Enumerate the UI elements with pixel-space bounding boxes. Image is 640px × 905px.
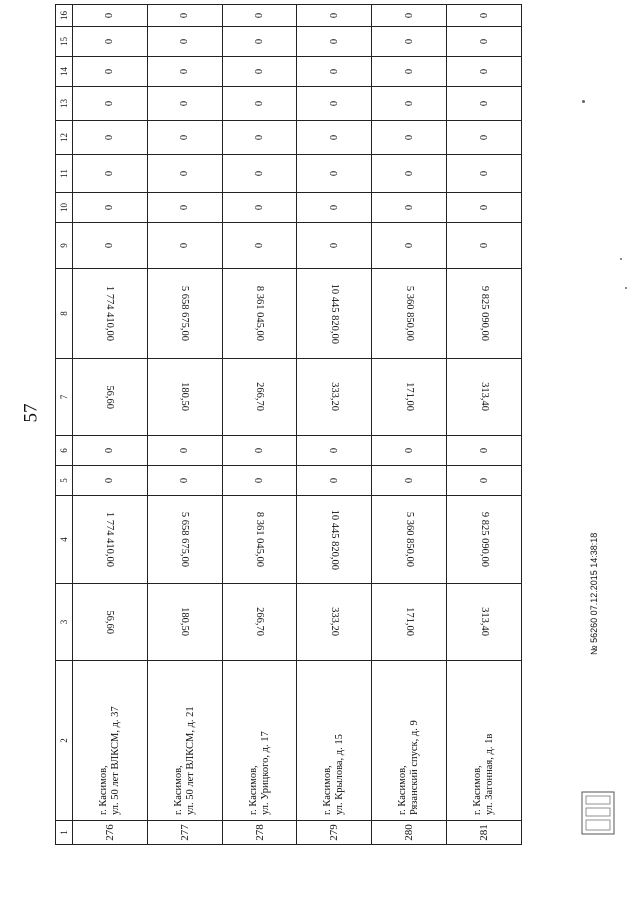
value-cell-col7: [297, 359, 372, 436]
value-text: 180,50: [179, 607, 191, 637]
value-text: 8 361 045,00: [254, 511, 266, 568]
value-cell-col8: [147, 269, 222, 359]
address-cell: [297, 661, 372, 821]
column-number-row: [56, 5, 73, 845]
value-cell-col13: 0: [222, 87, 297, 121]
value-text: 171,00: [403, 607, 415, 637]
row-number-cell: 277: [147, 821, 222, 845]
value-cell-col3: [73, 584, 148, 661]
value-cell-col6: 0: [73, 436, 148, 466]
value-cell-col7: [147, 359, 222, 436]
row-number-cell: 276: [73, 821, 148, 845]
column-number: 15: [56, 27, 73, 57]
value-text: 5 360 850,00: [403, 511, 415, 568]
value-cell-col5: 0: [372, 466, 447, 496]
value-cell-col7: [372, 359, 447, 436]
value-cell-col5: 0: [447, 466, 522, 496]
column-number: 10: [56, 193, 73, 223]
address-line2: ул. 50 лет ВЛКСМ, д. 21: [184, 706, 196, 815]
value-text: 56,60: [104, 610, 116, 634]
value-cell-col14: 0: [73, 57, 148, 87]
table-row: [447, 5, 522, 845]
address-line1: г. Касимов,: [172, 765, 184, 815]
table-row: [222, 5, 297, 845]
value-cell-col7: [73, 359, 148, 436]
column-number: 12: [56, 121, 73, 155]
value-cell-col16: 0: [73, 5, 148, 27]
speck-mark: [620, 258, 622, 260]
document-stamp-text: № 56260 07.12.2015 14:38:18: [589, 532, 599, 655]
value-cell-col3: [147, 584, 222, 661]
value-cell-col16: 0: [447, 5, 522, 27]
value-cell-col3: [372, 584, 447, 661]
column-number: 4: [56, 496, 73, 584]
address-line1: г. Касимов,: [247, 765, 259, 815]
value-cell-col14: 0: [372, 57, 447, 87]
value-cell-col9: 0: [222, 223, 297, 269]
data-table: [55, 4, 522, 845]
address-cell: [372, 661, 447, 821]
value-cell-col6: 0: [147, 436, 222, 466]
value-text: 5 360 850,00: [403, 285, 415, 342]
value-cell-col12: 0: [73, 121, 148, 155]
value-cell-col16: 0: [372, 5, 447, 27]
row-number-cell: 280: [372, 821, 447, 845]
value-cell-col10: 0: [222, 193, 297, 223]
value-cell-col9: 0: [447, 223, 522, 269]
value-cell-col3: [222, 584, 297, 661]
value-text: 333,20: [328, 382, 340, 412]
value-cell-col4: [147, 496, 222, 584]
value-cell-col13: 0: [147, 87, 222, 121]
value-text: 10 445 820,00: [328, 283, 340, 344]
value-cell-col6: 0: [222, 436, 297, 466]
value-cell-col7: [447, 359, 522, 436]
speck-mark: [625, 287, 627, 289]
value-cell-col10: 0: [297, 193, 372, 223]
value-cell-col8: [222, 269, 297, 359]
value-cell-col10: 0: [447, 193, 522, 223]
value-cell-col4: [73, 496, 148, 584]
value-cell-col16: 0: [147, 5, 222, 27]
value-cell-col11: 0: [372, 155, 447, 193]
value-cell-col15: 0: [297, 27, 372, 57]
value-text: 266,70: [254, 382, 266, 412]
value-text: 8 361 045,00: [254, 285, 266, 342]
value-cell-col5: 0: [73, 466, 148, 496]
column-number: 14: [56, 57, 73, 87]
value-text: 9 825 090,00: [478, 285, 490, 342]
address-cell: [73, 661, 148, 821]
address-line2: ул. Загонная, д. 1в: [484, 733, 496, 815]
value-cell-col12: 0: [297, 121, 372, 155]
address-cell: [447, 661, 522, 821]
table-row: [73, 5, 148, 845]
table-row: [372, 5, 447, 845]
value-cell-col4: [222, 496, 297, 584]
column-number: 5: [56, 466, 73, 496]
address-line1: г. Касимов,: [472, 765, 484, 815]
value-text: 56,60: [104, 385, 116, 409]
value-text: 1 774 410,00: [104, 285, 116, 342]
value-cell-col6: 0: [372, 436, 447, 466]
value-cell-col10: 0: [73, 193, 148, 223]
value-cell-col5: 0: [147, 466, 222, 496]
column-number: 2: [56, 661, 73, 821]
value-cell-col7: [222, 359, 297, 436]
value-cell-col15: 0: [372, 27, 447, 57]
value-text: 333,20: [328, 607, 340, 637]
value-cell-col9: 0: [372, 223, 447, 269]
value-text: 313,40: [478, 382, 490, 412]
address-line1: г. Касимов,: [97, 765, 109, 815]
value-cell-col9: 0: [147, 223, 222, 269]
address-line2: ул. 50 лет ВЛКСМ, д. 37: [109, 706, 121, 815]
rotated-table-container: [55, 11, 522, 845]
value-cell-col11: 0: [147, 155, 222, 193]
value-cell-col15: 0: [147, 27, 222, 57]
address-line1: г. Касимов,: [322, 765, 334, 815]
value-text: 171,00: [403, 382, 415, 412]
column-number: 7: [56, 359, 73, 436]
value-cell-col16: 0: [222, 5, 297, 27]
value-text: 180,50: [179, 382, 191, 412]
table-row: [147, 5, 222, 845]
value-text: 5 658 675,00: [179, 285, 191, 342]
column-number: 8: [56, 269, 73, 359]
value-cell-col12: 0: [222, 121, 297, 155]
speck-mark: [582, 100, 585, 103]
value-cell-col12: 0: [147, 121, 222, 155]
value-text: 1 774 410,00: [104, 511, 116, 568]
address-cell: [222, 661, 297, 821]
value-cell-col14: 0: [222, 57, 297, 87]
value-cell-col15: 0: [222, 27, 297, 57]
value-cell-col3: [447, 584, 522, 661]
value-cell-col8: [447, 269, 522, 359]
value-cell-col14: 0: [297, 57, 372, 87]
value-text: 5 658 675,00: [179, 511, 191, 568]
value-cell-col11: 0: [73, 155, 148, 193]
value-cell-col4: [297, 496, 372, 584]
value-cell-col13: 0: [372, 87, 447, 121]
column-number: 9: [56, 223, 73, 269]
value-cell-col8: [73, 269, 148, 359]
address-line2: ул. Крылова, д. 15: [334, 734, 346, 815]
address-line1: г. Касимов,: [397, 765, 409, 815]
value-cell-col6: 0: [447, 436, 522, 466]
value-cell-col12: 0: [447, 121, 522, 155]
column-number: 1: [56, 821, 73, 845]
value-cell-col11: 0: [222, 155, 297, 193]
value-cell-col14: 0: [447, 57, 522, 87]
value-cell-col11: 0: [447, 155, 522, 193]
value-text: 313,40: [478, 607, 490, 637]
column-number: 13: [56, 87, 73, 121]
value-cell-col9: 0: [73, 223, 148, 269]
value-cell-col10: 0: [147, 193, 222, 223]
row-number-cell: 281: [447, 821, 522, 845]
value-cell-col16: 0: [297, 5, 372, 27]
value-cell-col12: 0: [372, 121, 447, 155]
value-cell-col4: [372, 496, 447, 584]
value-cell-col14: 0: [147, 57, 222, 87]
value-text: 9 825 090,00: [478, 511, 490, 568]
value-text: 10 445 820,00: [328, 509, 340, 570]
column-number: 6: [56, 436, 73, 466]
value-cell-col11: 0: [297, 155, 372, 193]
value-cell-col13: 0: [297, 87, 372, 121]
value-cell-col13: 0: [447, 87, 522, 121]
address-line2: ул. Урицкого, д. 17: [259, 731, 271, 815]
value-cell-col13: 0: [73, 87, 148, 121]
value-cell-col5: 0: [297, 466, 372, 496]
value-text: 266,70: [254, 607, 266, 637]
value-cell-col4: [447, 496, 522, 584]
value-cell-col6: 0: [297, 436, 372, 466]
value-cell-col8: [297, 269, 372, 359]
value-cell-col9: 0: [297, 223, 372, 269]
column-number: 16: [56, 5, 73, 27]
value-cell-col10: 0: [372, 193, 447, 223]
emblem-seal-icon: [580, 790, 616, 836]
column-number: 11: [56, 155, 73, 193]
table-row: [297, 5, 372, 845]
value-cell-col8: [372, 269, 447, 359]
row-number-cell: 279: [297, 821, 372, 845]
value-cell-col15: 0: [447, 27, 522, 57]
value-cell-col3: [297, 584, 372, 661]
value-cell-col15: 0: [73, 27, 148, 57]
value-cell-col5: 0: [222, 466, 297, 496]
page-number: 57: [20, 403, 42, 423]
address-cell: [147, 661, 222, 821]
address-line2: Рязанский спуск, д. 9: [409, 720, 421, 815]
row-number-cell: 278: [222, 821, 297, 845]
column-number: 3: [56, 584, 73, 661]
